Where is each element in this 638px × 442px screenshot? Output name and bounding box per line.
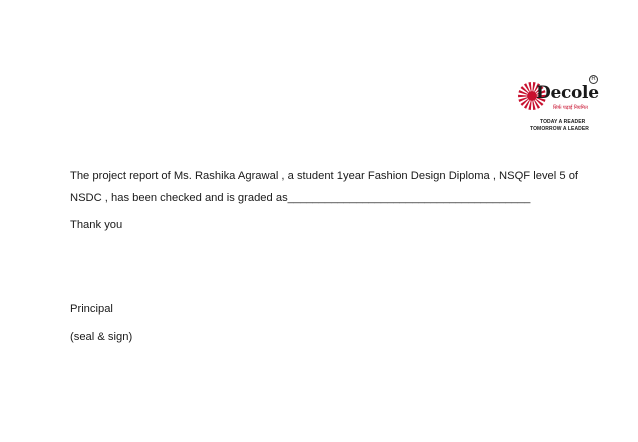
- report-statement-line2: NSDC , has been checked and is graded as_______________________________________: [70, 192, 531, 204]
- logo-hindi-tagline: सिर्फ पढ़ाई नियमित: [553, 105, 588, 111]
- registered-mark: R: [589, 75, 598, 84]
- decole-logo: [518, 72, 600, 136]
- logo-brand-text: Decole: [536, 83, 599, 103]
- logo-tagline-line1: TODAY A READER: [540, 119, 586, 125]
- thank-you-text: Thank you: [70, 219, 123, 231]
- seal-sign-label: (seal & sign): [70, 331, 133, 343]
- logo-burst-ray: [518, 95, 527, 98]
- logo-tagline-line2: TOMORROW A LEADER: [530, 126, 590, 132]
- report-statement-line1: The project report of Ms. Rashika Agrawal , a student 1year Fashion Design Diploma , NSQF level 5 of: [70, 170, 579, 182]
- principal-label: Principal: [70, 303, 113, 315]
